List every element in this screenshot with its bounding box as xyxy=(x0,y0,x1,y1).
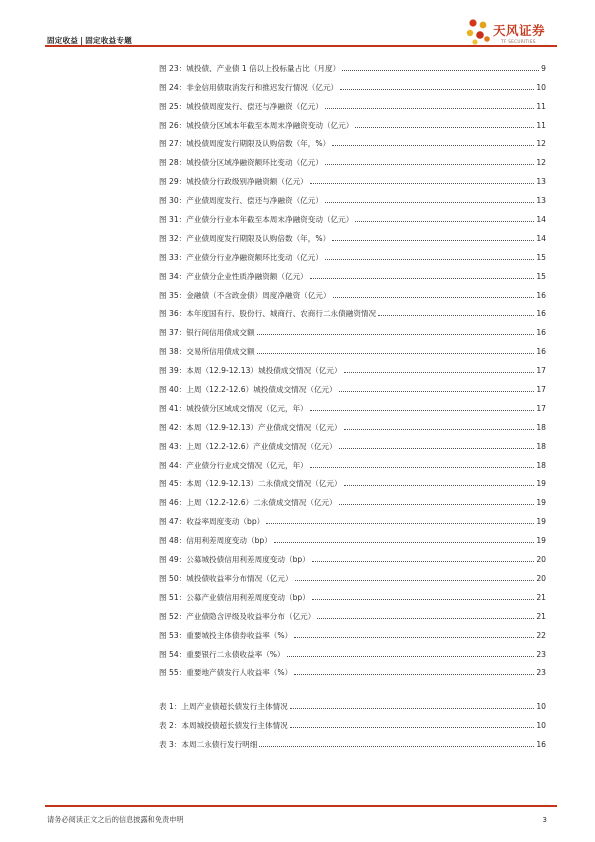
toc-figure-entry-title: 图 52：产业债隐含评级及收益率分布（亿元） xyxy=(159,611,316,621)
header-separator: | xyxy=(80,36,84,45)
toc-figure-entry-title: 图 26：城投债分区域本年截至本周末净融资变动（亿元） xyxy=(159,120,354,130)
toc-figure-entry-title: 图 50：城投债收益率分布情况（亿元） xyxy=(159,573,293,583)
toc-figure-entry[interactable] xyxy=(159,357,546,376)
toc-figure-entry[interactable] xyxy=(159,660,546,679)
dot-leader xyxy=(317,618,534,619)
dot-leader xyxy=(259,746,534,747)
toc-table-entry-page: 10 xyxy=(536,721,546,731)
toc-figure-entry-title: 图 25：城投债周度发行、偿还与净融资（亿元） xyxy=(159,101,323,111)
toc-figure-entry-page: 11 xyxy=(536,101,546,111)
toc-figure-entry-page: 23 xyxy=(536,668,546,678)
toc-figure-entry-page: 20 xyxy=(536,555,546,565)
dot-leader xyxy=(266,523,534,524)
dot-leader xyxy=(344,429,535,430)
dot-leader xyxy=(344,485,535,486)
toc-figure-entry[interactable] xyxy=(159,414,546,433)
dot-leader xyxy=(332,145,534,146)
dot-leader xyxy=(355,127,534,128)
dot-leader xyxy=(274,542,534,543)
toc-figure-entry-page: 16 xyxy=(536,347,546,357)
toc-figure-entry-page: 13 xyxy=(536,196,546,206)
dot-leader xyxy=(378,315,534,316)
dot-leader xyxy=(339,391,535,392)
toc-figure-entry[interactable] xyxy=(159,187,546,206)
toc-table-entry-page: 10 xyxy=(536,702,546,712)
toc-figure-entry-page: 9 xyxy=(541,63,546,73)
toc-figure-entry[interactable] xyxy=(159,395,546,414)
toc-figure-entry-page: 19 xyxy=(536,536,546,546)
toc-figure-entry-page: 16 xyxy=(536,290,546,300)
toc-figure-entry-title: 图 38：交易所信用债成交额 xyxy=(159,347,255,357)
toc-figure-entry[interactable] xyxy=(159,225,546,244)
toc-figure-entry-title: 图 37：银行间信用债成交额 xyxy=(159,328,255,338)
toc-figure-entry-page: 11 xyxy=(536,120,546,130)
dot-leader xyxy=(333,297,535,298)
dot-leader xyxy=(294,674,534,675)
dot-leader xyxy=(257,334,535,335)
table-list xyxy=(159,693,546,750)
toc-figure-entry-title: 图 41：城投债分区域成交情况（亿元，年） xyxy=(159,403,308,413)
toc-figure-entry[interactable] xyxy=(159,168,546,187)
toc-figure-entry[interactable] xyxy=(159,206,546,225)
dot-leader xyxy=(355,221,534,222)
toc-figure-entry[interactable] xyxy=(159,527,546,546)
toc-figure-entry[interactable] xyxy=(159,376,546,395)
toc-figure-entry[interactable] xyxy=(159,641,546,660)
toc-figure-entry[interactable] xyxy=(159,433,546,452)
dot-leader xyxy=(339,448,535,449)
toc-table-entry[interactable] xyxy=(159,712,546,731)
dot-leader xyxy=(325,259,534,260)
toc-figure-entry-page: 17 xyxy=(536,385,546,395)
toc-table-entry-title: 表 3：本周二永债行发行明细 xyxy=(159,740,258,750)
dot-leader xyxy=(325,108,534,109)
toc-figure-entry-title: 图 44：产业债分行业成交情况（亿元，年） xyxy=(159,460,308,470)
toc-figure-entry-title: 图 43：上周（12.2-12.6）产业债成交情况（亿元） xyxy=(159,441,337,451)
toc-figure-entry[interactable] xyxy=(159,565,546,584)
header-divider xyxy=(45,45,557,47)
toc-figure-entry[interactable] xyxy=(159,603,546,622)
toc-figure-entry-page: 20 xyxy=(536,573,546,583)
dot-leader xyxy=(295,580,535,581)
toc-figure-entry-title: 图 28：城投债分区域净融资额环比变动（亿元） xyxy=(159,158,323,168)
logo-subtext: TF SECURITIES xyxy=(501,39,536,44)
toc-figure-entry-page: 21 xyxy=(536,611,546,621)
toc-figure-entry[interactable] xyxy=(159,74,546,93)
toc-figure-entry-page: 14 xyxy=(536,215,546,225)
dot-leader xyxy=(342,70,539,71)
toc-figure-entry-page: 10 xyxy=(536,82,546,92)
dot-leader xyxy=(310,183,535,184)
toc-figure-entry-title: 图 31：产业债分行业本年截至本周末净融资变动（亿元） xyxy=(159,215,354,225)
dot-leader xyxy=(310,467,535,468)
toc-figure-entry-page: 18 xyxy=(536,422,546,432)
toc-figure-entry-page: 18 xyxy=(536,441,546,451)
toc-table-entry-title: 表 1：上周产业债超长债发行主体情况 xyxy=(159,702,288,712)
toc-figure-entry[interactable] xyxy=(159,489,546,508)
toc-figure-entry[interactable] xyxy=(159,282,546,301)
toc-figure-entry[interactable] xyxy=(159,301,546,320)
toc-figure-entry-title: 图 53：重要城投主体债券收益率（%） xyxy=(159,630,293,640)
toc-figure-entry-title: 图 29：城投债分行政级别净融资额（亿元） xyxy=(159,177,308,187)
toc-figure-entry-page: 12 xyxy=(536,158,546,168)
toc-figure-entry-title: 图 33：产业债分行业净融资额环比变动（亿元） xyxy=(159,252,323,262)
toc-figure-entry-title: 图 42：本周（12.9-12.13）产业债成交情况（亿元） xyxy=(159,422,342,432)
toc-table-entry-page: 16 xyxy=(536,740,546,750)
toc-figure-entry-page: 21 xyxy=(536,592,546,602)
toc-table-entry-title: 表 2：本周城投债超长债发行主体情况 xyxy=(159,721,288,731)
toc-figure-entry-page: 23 xyxy=(536,649,546,659)
dot-leader xyxy=(332,240,534,241)
dot-leader xyxy=(290,708,535,709)
footer-disclaimer: 请务必阅读正文之后的信息披露和免责申明 xyxy=(47,815,184,824)
dot-leader xyxy=(312,599,535,600)
dot-leader xyxy=(340,89,534,90)
toc-figure-entry-page: 16 xyxy=(536,328,546,338)
toc-figure-entry-page: 15 xyxy=(536,252,546,262)
flower-logo-icon xyxy=(466,17,492,47)
toc-figure-entry-title: 图 36：本年度国有行、股份行、城商行、农商行二永债融资情况 xyxy=(159,309,377,319)
toc-figure-entry[interactable] xyxy=(159,584,546,603)
toc-figure-entry-page: 19 xyxy=(536,479,546,489)
footer-divider xyxy=(45,805,557,807)
toc-figure-entry-page: 18 xyxy=(536,460,546,470)
toc-figure-entry-page: 22 xyxy=(536,630,546,640)
toc-figure-entry-page: 13 xyxy=(536,177,546,187)
toc-figure-entry[interactable] xyxy=(159,338,546,357)
header-section-right: 固定收益专题 xyxy=(85,36,133,45)
toc-figure-entry-title: 图 24：非金信用债取消发行和推迟发行情况（亿元） xyxy=(159,82,339,92)
table-of-contents xyxy=(159,55,546,750)
toc-figure-entry[interactable] xyxy=(159,546,546,565)
toc-figure-entry-title: 图 54：重要银行二永债收益率（%） xyxy=(159,649,285,659)
toc-figure-entry-title: 图 47：收益率周度变动（bp） xyxy=(159,517,265,527)
dot-leader xyxy=(312,561,535,562)
list-gap xyxy=(159,678,546,693)
toc-figure-entry[interactable] xyxy=(159,93,546,112)
toc-figure-entry-title: 图 48：信用利差周度变动（bp） xyxy=(159,536,272,546)
toc-figure-entry[interactable] xyxy=(159,452,546,471)
header-section-left: 固定收益 xyxy=(47,36,79,45)
toc-figure-entry-page: 16 xyxy=(536,309,546,319)
toc-figure-entry-page: 17 xyxy=(536,366,546,376)
toc-figure-entry-page: 12 xyxy=(536,139,546,149)
toc-figure-entry-title: 图 55：重要地产债发行人收益率（%） xyxy=(159,668,293,678)
dot-leader xyxy=(344,372,535,373)
toc-figure-entry[interactable] xyxy=(159,622,546,641)
dot-leader xyxy=(339,504,535,505)
toc-figure-entry-title: 图 35：金融债（不含政金债）周度净融资（亿元） xyxy=(159,290,331,300)
toc-table-entry[interactable] xyxy=(159,731,546,750)
figure-list xyxy=(159,55,546,678)
toc-figure-entry-title: 图 32：产业债周度发行期限及认购倍数（年，%） xyxy=(159,233,331,243)
toc-figure-entry-title: 图 30：产业债周度发行、偿还与净融资（亿元） xyxy=(159,196,323,206)
dot-leader xyxy=(287,656,535,657)
toc-figure-entry[interactable] xyxy=(159,508,546,527)
toc-figure-entry[interactable] xyxy=(159,112,546,131)
dot-leader xyxy=(325,202,534,203)
toc-figure-entry-page: 15 xyxy=(536,271,546,281)
toc-figure-entry[interactable] xyxy=(159,319,546,338)
toc-figure-entry[interactable] xyxy=(159,263,546,282)
toc-figure-entry-title: 图 51：公募产业债信用利差周度变动（bp） xyxy=(159,592,310,602)
toc-figure-entry-page: 19 xyxy=(536,517,546,527)
toc-figure-entry[interactable] xyxy=(159,131,546,150)
toc-figure-entry[interactable] xyxy=(159,149,546,168)
toc-figure-entry-page: 19 xyxy=(536,498,546,508)
toc-figure-entry-title: 图 34：产业债分企业性质净融资额（亿元） xyxy=(159,271,308,281)
toc-figure-entry[interactable] xyxy=(159,471,546,490)
dot-leader xyxy=(290,727,535,728)
page-number: 3 xyxy=(542,815,547,824)
toc-figure-entry[interactable] xyxy=(159,244,546,263)
toc-table-entry[interactable] xyxy=(159,693,546,712)
toc-figure-entry-title: 图 40：上周（12.2-12.6）城投债成交情况（亿元） xyxy=(159,385,337,395)
toc-figure-entry-page: 14 xyxy=(536,233,546,243)
dot-leader xyxy=(257,353,535,354)
toc-figure-entry-title: 图 23：城投债、产业债 1 倍以上投标量占比（月度） xyxy=(159,63,341,73)
dot-leader xyxy=(294,637,534,638)
dot-leader xyxy=(325,164,534,165)
toc-figure-entry-title: 图 39：本周（12.9-12.13）城投债成交情况（亿元） xyxy=(159,366,342,376)
logo-text: 天风证券 xyxy=(493,23,546,38)
toc-figure-entry[interactable] xyxy=(159,55,546,74)
toc-figure-entry-title: 图 49：公募城投债信用利差周度变动（bp） xyxy=(159,555,310,565)
toc-figure-entry-title: 图 46：上周（12.2-12.6）二永债成交情况（亿元） xyxy=(159,498,337,508)
dot-leader xyxy=(310,278,535,279)
toc-figure-entry-page: 17 xyxy=(536,403,546,413)
toc-figure-entry-title: 图 45：本周（12.9-12.13）二永债成交情况（亿元） xyxy=(159,479,342,489)
toc-figure-entry-title: 图 27：城投债周度发行期限及认购倍数（年，%） xyxy=(159,139,331,149)
dot-leader xyxy=(310,410,535,411)
